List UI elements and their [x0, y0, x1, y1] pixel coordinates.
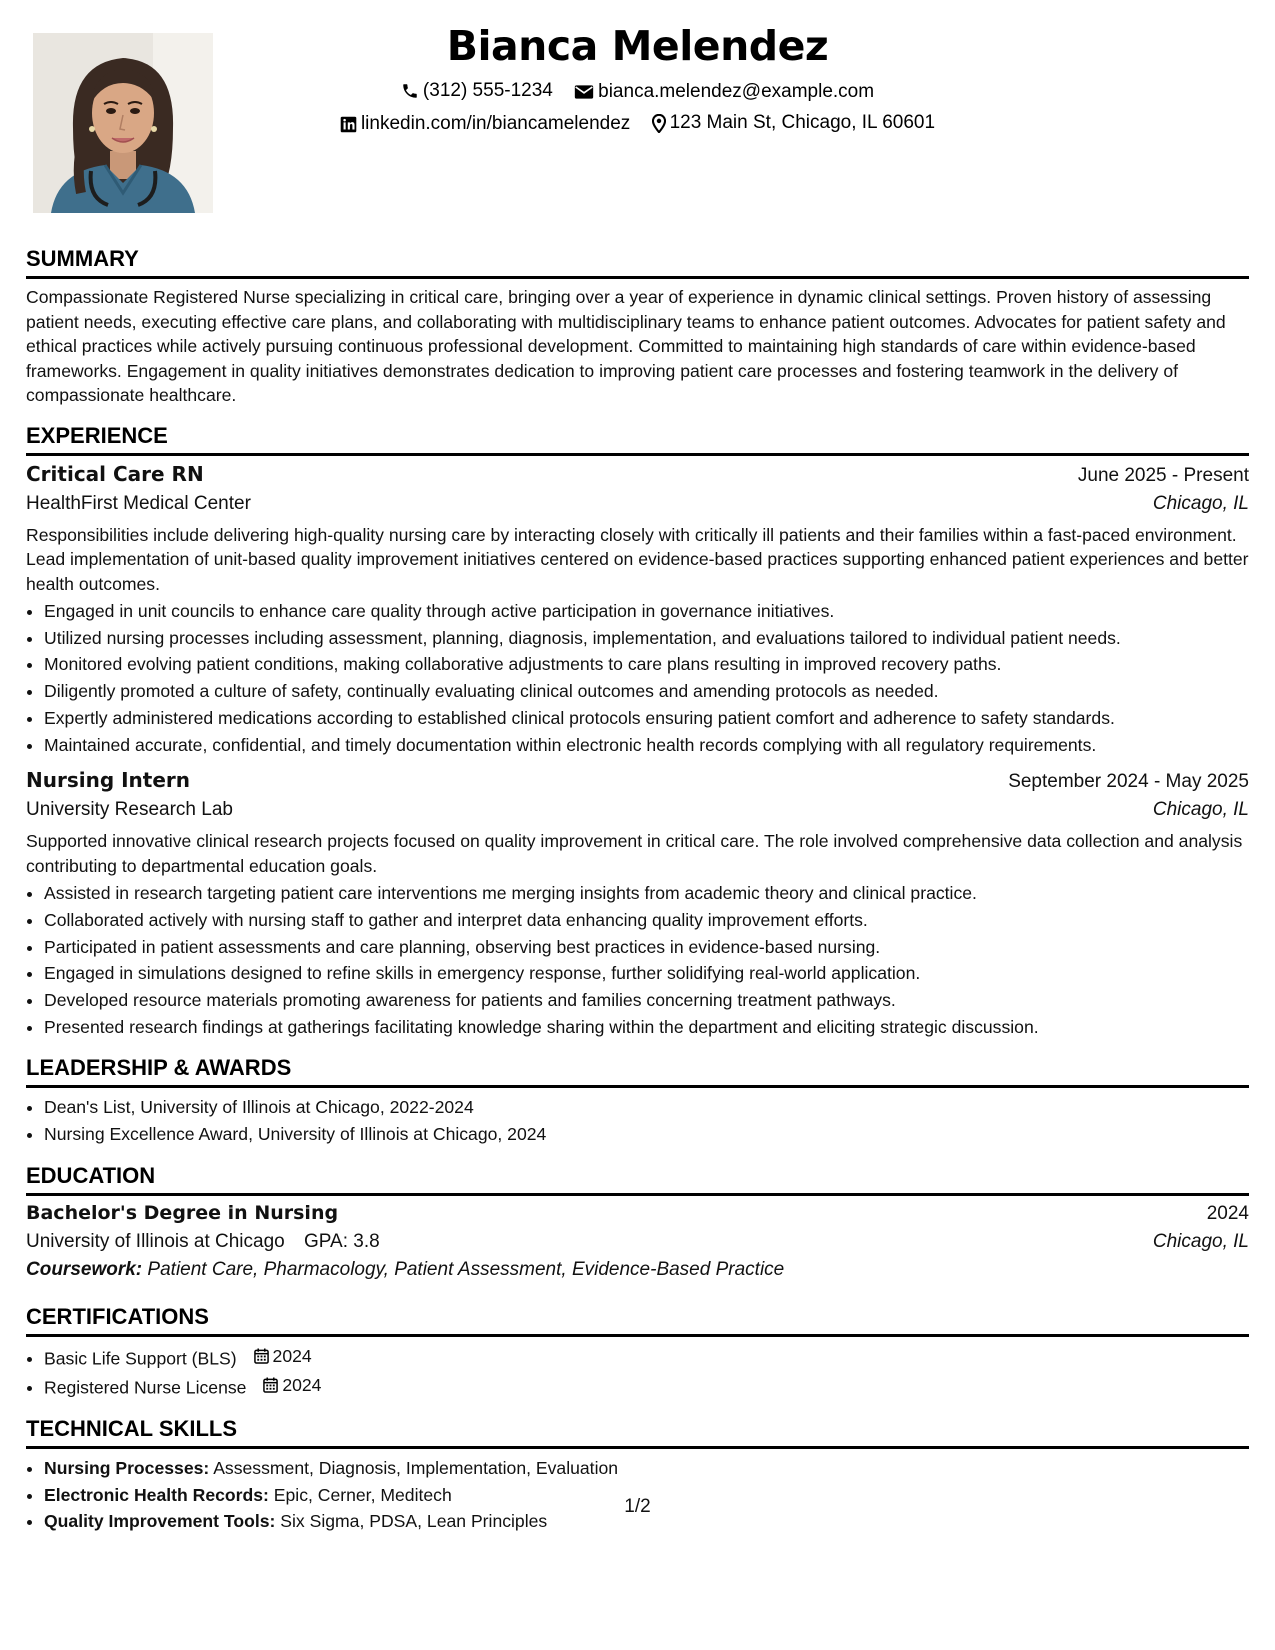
phone-text: (312) 555-1234	[422, 80, 553, 101]
section-title: EDUCATION	[26, 1162, 156, 1188]
list-item: • Collaborated actively with nursing staff to gather and interpret data enhancing quality improvement efforts.	[44, 907, 1249, 934]
calendar-icon	[263, 1377, 278, 1393]
section-divider	[26, 1334, 1249, 1337]
contact-address	[652, 112, 935, 134]
summary-section	[26, 245, 1249, 408]
certification-name: Registered Nurse License	[44, 1377, 247, 1398]
section-title: CERTIFICATIONS	[26, 1303, 209, 1329]
job-dates: June 2025 - Present	[1077, 464, 1249, 486]
job-organization: University Research Lab	[26, 799, 233, 821]
section-divider	[26, 453, 1249, 456]
list-item: • Diligently promoted a culture of safety, continually evaluating clinical outcomes and amending protocols as needed.	[44, 678, 1249, 705]
section-title: LEADERSHIP & AWARDS	[26, 1055, 292, 1081]
experience-section	[26, 422, 1249, 1041]
job-entry	[26, 462, 1249, 759]
certification-year: 2024	[282, 1374, 322, 1395]
list-item: • Participated in patient assessments and care planning, observing best practices in evidence-based nursing.	[44, 934, 1249, 961]
contact-row-secondary	[0, 112, 1275, 139]
contact-linkedin[interactable]	[340, 113, 630, 135]
skill-value: Six Sigma, PDSA, Lean Principles	[280, 1511, 548, 1532]
education-year: 2024	[1206, 1202, 1249, 1224]
job-dates: September 2024 - May 2025	[1008, 771, 1249, 793]
section-title: SUMMARY	[26, 246, 139, 271]
list-item: • Utilized nursing processes including assessment, planning, diagnosis, implementation, and evaluations tailored to individual patient needs.	[44, 625, 1249, 652]
job-organization: HealthFirst Medical Center	[26, 492, 251, 514]
education-school: University of Illinois at Chicago	[26, 1230, 285, 1252]
list-item: • Presented research findings at gatherings facilitating knowledge sharing within the department and eliciting strategic discussion.	[44, 1014, 1249, 1041]
linkedin-text: linkedin.com/in/biancamelendez	[360, 113, 631, 134]
job-bullets	[26, 880, 1249, 1040]
coursework-label: Coursework:	[26, 1258, 143, 1280]
list-item: • Monitored evolving patient conditions, making collaborative adjustments to care plans resulting in improved recovery paths.	[44, 651, 1249, 678]
section-title: EXPERIENCE	[26, 422, 168, 448]
list-item: • Expertly administered medications according to established clinical protocols ensuring patient comfort and adherence to safety standards.	[44, 705, 1249, 732]
coursework-text: Patient Care, Pharmacology, Patient Assessment, Evidence-Based Practice	[147, 1258, 785, 1280]
section-divider	[26, 1193, 1249, 1196]
contact-email[interactable]	[574, 81, 874, 103]
page-number: 1/2	[624, 1496, 651, 1517]
job-location: Chicago, IL	[1152, 492, 1249, 514]
contact-row-primary	[0, 80, 1275, 106]
education-degree: Bachelor's Degree in Nursing	[26, 1201, 339, 1224]
job-description: Responsibilities include delivering high-quality nursing care by interacting closely with critically ill patients and their families within a fast-paced environment. Lead implementation of unit-based quality improvement initiatives centered on evidence-based practices supporting enhanced patient experiences and better health outcomes.	[26, 524, 1249, 594]
calendar-icon	[254, 1348, 269, 1364]
job-description: Supported innovative clinical research projects focused on quality improvement in critical care. The role involved comprehensive data collection and analysis contributing to departmental education goals.	[26, 831, 1243, 876]
job-title: Nursing Intern	[26, 768, 191, 793]
section-divider	[26, 1085, 1249, 1088]
awards-list	[26, 1094, 1249, 1147]
section-title: TECHNICAL SKILLS	[26, 1415, 238, 1441]
linkedin-icon	[340, 116, 357, 133]
certification-name: Basic Life Support (BLS)	[44, 1348, 237, 1369]
certifications-section	[26, 1303, 1249, 1401]
awards-section	[26, 1054, 1249, 1147]
coursework-line	[26, 1259, 1249, 1281]
resume-header	[0, 0, 1275, 230]
email-text: bianca.melendez@example.com	[598, 81, 875, 102]
education-gpa: GPA: 3.8	[304, 1230, 380, 1252]
skill-value: Assessment, Diagnosis, Implementation, Evaluation	[213, 1457, 619, 1478]
contact-phone[interactable]	[401, 80, 553, 102]
address-text: 123 Main St, Chicago, IL 60601	[669, 112, 936, 133]
list-item	[44, 1455, 1249, 1482]
summary-text: Compassionate Registered Nurse specializing in critical care, bringing over a year of experience in dynamic clinical settings. Proven history of assessing patient needs, executing effective care plans, and collaborating with multidisciplinary teams to enhance patient outcomes. Advocates for patient safety and ethical practices while actively pursuing continuous professional development. Committed to maintaining high standards of care within evidence-based frameworks. Engagement in quality initiatives demonstrates dedication to improving patient care processes and fostering teamwork in the delivery of compassionate healthcare.	[26, 287, 1226, 405]
skills-list	[26, 1455, 1249, 1535]
education-location: Chicago, IL	[1152, 1230, 1249, 1252]
map-pin-icon	[652, 114, 666, 133]
section-divider	[26, 276, 1249, 279]
skill-label: Electronic Health Records:	[44, 1484, 269, 1505]
certification-year: 2024	[272, 1345, 312, 1366]
phone-icon	[401, 82, 419, 100]
resume-body	[26, 245, 1249, 1535]
envelope-icon	[574, 84, 594, 100]
list-item: • Engaged in unit councils to enhance care quality through active participation in governance initiatives.	[44, 598, 1249, 625]
list-item: • Maintained accurate, confidential, and timely documentation within electronic health records complying with all regulatory requirements.	[44, 732, 1249, 759]
section-divider	[26, 1446, 1249, 1449]
skill-label: Nursing Processes:	[44, 1457, 210, 1478]
list-item	[44, 1372, 1249, 1401]
skill-value: Epic, Cerner, Meditech	[273, 1484, 452, 1505]
list-item: • Developed resource materials promoting awareness for patients and families concerning treatment pathways.	[44, 987, 1249, 1014]
list-item	[44, 1343, 1249, 1372]
job-bullets	[26, 598, 1249, 758]
candidate-name: Bianca Melendez	[446, 22, 829, 70]
job-title: Critical Care RN	[26, 461, 204, 486]
list-item: • Dean's List, University of Illinois at Chicago, 2022-2024	[44, 1094, 1249, 1121]
education-section	[26, 1162, 1249, 1281]
list-item: • Assisted in research targeting patient care interventions me merging insights from academic theory and clinical practice.	[44, 880, 1249, 907]
certifications-list	[26, 1343, 1249, 1401]
list-item: • Engaged in simulations designed to refine skills in emergency response, further solidifying real-world application.	[44, 960, 1249, 987]
job-location: Chicago, IL	[1152, 799, 1249, 821]
skill-label: Quality Improvement Tools:	[44, 1511, 276, 1532]
job-entry	[26, 768, 1249, 1040]
list-item: • Nursing Excellence Award, University of Illinois at Chicago, 2024	[44, 1121, 1249, 1148]
